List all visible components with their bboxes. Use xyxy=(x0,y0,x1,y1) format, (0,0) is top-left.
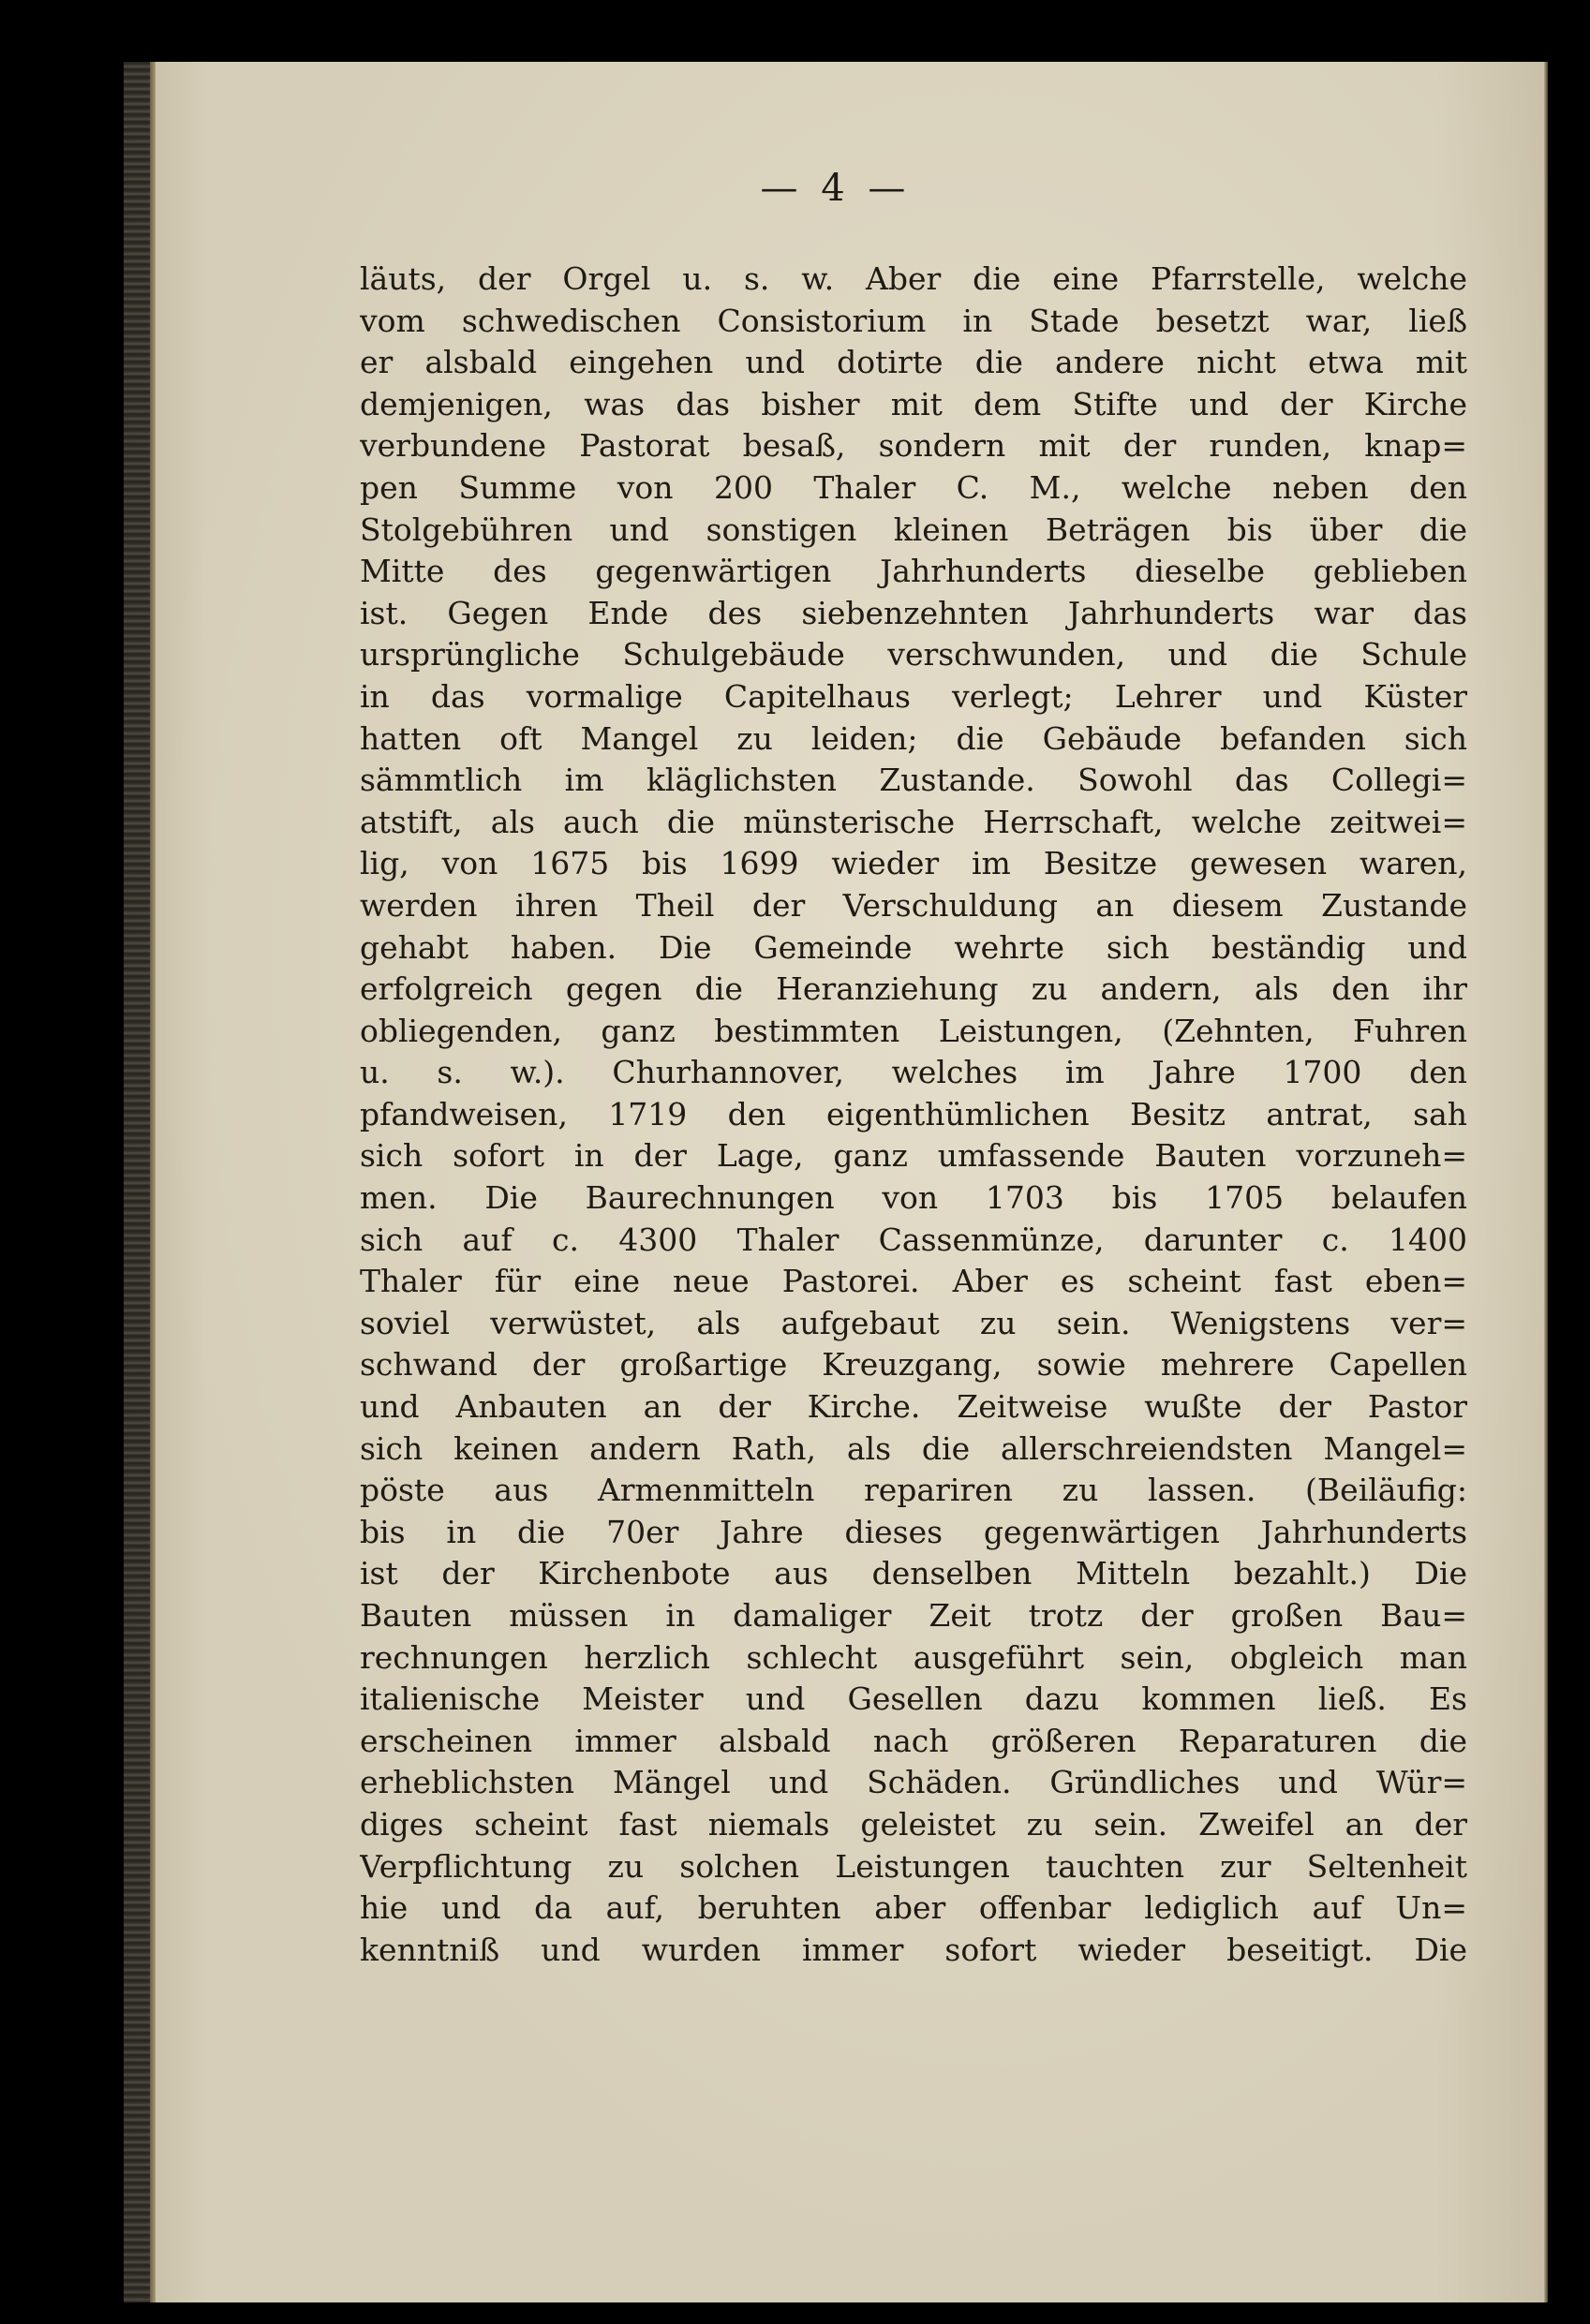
text-line: sich auf c. 4300 Thaler Cassenmünze, darunter c. 1400 xyxy=(360,1221,1467,1258)
text-line: er alsbald eingehen und dotirte die andere nicht etwa mit xyxy=(360,344,1467,381)
text-line: erfolgreich gegen die Heranziehung zu andern, als den ihr xyxy=(360,970,1467,1008)
text-line: lig, von 1675 bis 1699 wieder im Besitze gewesen waren, xyxy=(360,845,1467,882)
book-page xyxy=(124,62,1548,2302)
text-line: ist. Gegen Ende des siebenzehnten Jahrhunderts war das xyxy=(360,594,1467,631)
text-line: verbundene Pastorat besaß, sondern mit der runden, knap= xyxy=(360,427,1467,465)
text-line: Mitte des gegenwärtigen Jahrhunderts dieselbe geblieben xyxy=(360,553,1467,590)
page-number-header: — 4 — xyxy=(760,167,912,210)
text-line: bis in die 70er Jahre dieses gegenwärtigen Jahrhunderts xyxy=(360,1513,1467,1550)
text-line: Thaler für eine neue Pastorei. Aber es scheint fast eben= xyxy=(360,1263,1467,1300)
text-line: läuts, der Orgel u. s. w. Aber die eine Pfarrstelle, welche xyxy=(360,260,1467,297)
text-line: pen Summe von 200 Thaler C. M., welche neben den xyxy=(360,468,1467,506)
spine-edge xyxy=(150,62,156,2302)
book-spine xyxy=(124,62,152,2302)
text-line: ist der Kirchenbote aus denselben Mitteln bezahlt.) Die xyxy=(360,1555,1467,1592)
text-line: men. Die Baurechnungen von 1703 bis 1705 belaufen xyxy=(360,1179,1467,1217)
text-line: und Anbauten an der Kirche. Zeitweise wußte der Pastor xyxy=(360,1388,1467,1426)
text-line: Verpflichtung zu solchen Leistungen tauchten zur Seltenheit xyxy=(360,1847,1467,1885)
text-line: werden ihren Theil der Verschuldung an diesem Zustande xyxy=(360,886,1467,924)
text-line: schwand der großartige Kreuzgang, sowie mehrere Capellen xyxy=(360,1346,1467,1384)
text-line: diges scheint fast niemals geleistet zu sein. Zweifel an der xyxy=(360,1805,1467,1843)
text-line: u. s. w.). Churhannover, welches im Jahre 1700 den xyxy=(360,1054,1467,1091)
text-line: kenntniß und wurden immer sofort wieder beseitigt. Die xyxy=(360,1931,1467,1968)
text-line: atstift, als auch die münsterische Herrschaft, welche zeitwei= xyxy=(360,803,1467,840)
text-line: sich sofort in der Lage, ganz umfassende Bauten vorzuneh= xyxy=(360,1137,1467,1175)
body-text xyxy=(360,259,1467,1971)
text-line: Bauten müssen in damaliger Zeit trotz der großen Bau= xyxy=(360,1597,1467,1634)
text-line: in das vormalige Capitelhaus verlegt; Lehrer und Küster xyxy=(360,677,1467,715)
text-line: demjenigen, was das bisher mit dem Stifte und der Kirche xyxy=(360,385,1467,422)
text-line: ursprüngliche Schulgebäude verschwunden, und die Schule xyxy=(360,636,1467,674)
text-line: obliegenden, ganz bestimmten Leistungen, (Zehnten, Fuhren xyxy=(360,1012,1467,1049)
text-line: sämmtlich im kläglichsten Zustande. Sowohl das Collegi= xyxy=(360,762,1467,799)
text-line: gehabt haben. Die Gemeinde wehrte sich beständig und xyxy=(360,928,1467,966)
text-line: hatten oft Mangel zu leiden; die Gebäude befanden sich xyxy=(360,719,1467,757)
text-line: pfandweisen, 1719 den eigenthümlichen Besitz antrat, sah xyxy=(360,1095,1467,1132)
text-line: soviel verwüstet, als aufgebaut zu sein. Wenigstens ver= xyxy=(360,1304,1467,1341)
text-line: erscheinen immer alsbald nach größeren Reparaturen die xyxy=(360,1722,1467,1759)
text-line: Stolgebühren und sonstigen kleinen Beträgen bis über die xyxy=(360,511,1467,548)
text-line: rechnungen herzlich schlecht ausgeführt sein, obgleich man xyxy=(360,1638,1467,1676)
text-line: hie und da auf, beruhten aber offenbar lediglich auf Un= xyxy=(360,1889,1467,1927)
text-line: pöste aus Armenmitteln repariren zu lassen. (Beiläufig: xyxy=(360,1472,1467,1509)
text-line: italienische Meister und Gesellen dazu kommen ließ. Es xyxy=(360,1680,1467,1718)
text-line: vom schwedischen Consistorium in Stade besetzt war, ließ xyxy=(360,302,1467,339)
text-line: sich keinen andern Rath, als die allerschreiendsten Mangel= xyxy=(360,1429,1467,1467)
page-right-edge xyxy=(1544,62,1548,2302)
text-line: erheblichsten Mängel und Schäden. Gründliches und Wür= xyxy=(360,1764,1467,1801)
